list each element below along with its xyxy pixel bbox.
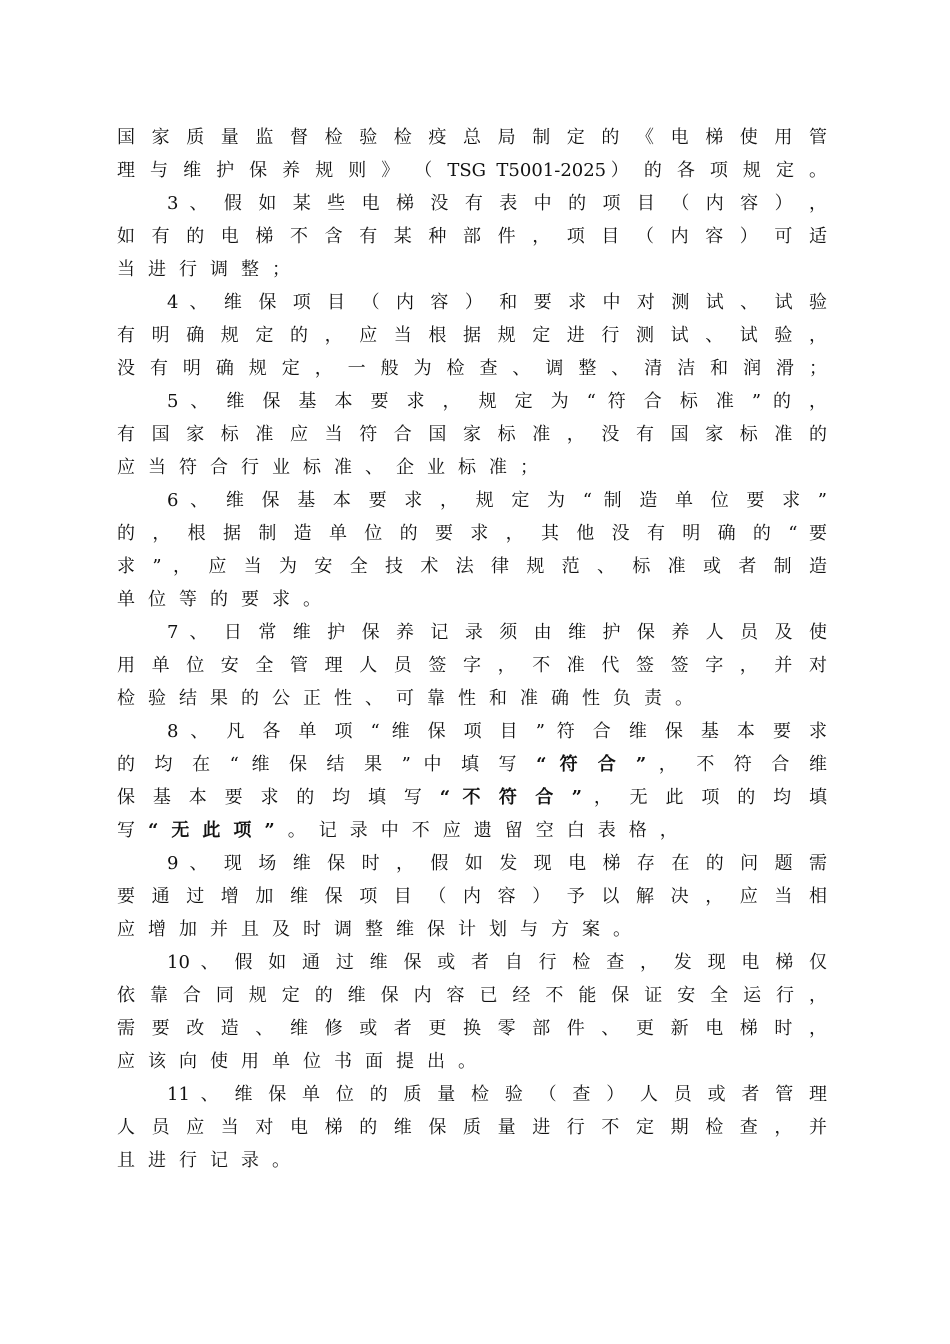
text-segment: 需 要 改 造 、 维 修 或 者 更 换 零 部 件 、 更 新 电 梯 时 ， [117,1018,827,1039]
text-line [117,484,827,517]
text-line [117,682,827,715]
text-line [117,550,827,583]
text-line [117,154,827,187]
text-line [117,946,827,979]
document-body [117,121,827,1177]
text-line [117,418,827,451]
bold-text-segment: “无此项” [148,820,288,841]
text-segment: 4 、 维 保 项 目 （ 内 容 ） 和 要 求 中 对 测 试 、 试 验 [167,292,827,313]
text-line [117,583,827,616]
text-segment: 求 ” ， 应 当 为 安 全 技 术 法 律 规 范 、 标 准 或 者 制 造 [117,556,827,577]
text-segment: 8 、 凡 各 单 项 “ 维 保 项 目 ” 符 合 维 保 基 本 要 求 [167,721,827,742]
text-line [117,1045,827,1078]
text-segment: 有 国 家 标 准 应 当 符 合 国 家 标 准 ， 没 有 国 家 标 准 的 [117,424,827,445]
text-segment: 10 、 假 如 通 过 维 保 或 者 自 行 检 查 ， 发 现 电 梯 仅 [167,952,827,973]
text-segment: 没 有 明 确 规 定 ， 一 般 为 检 查 、 调 整 、 清 洁 和 润 滑 ； [117,358,827,379]
text-segment: 人 员 应 当 对 电 梯 的 维 保 质 量 进 行 不 定 期 检 查 ， 并 [117,1117,827,1138]
text-segment: 理 与 维 护 保 养 规 则 》 （ TSG T5001-2025） 的 各 项 规 定 。 [117,160,827,181]
text-line [117,286,827,319]
text-line [117,1144,827,1177]
text-segment: 当进行调整； [117,259,303,280]
text-segment: 国 家 质 量 监 督 检 验 检 疫 总 局 制 定 的 《 电 梯 使 用 管 [117,127,827,148]
text-segment: 的 均 在 “ 维 保 结 果 ” 中 填 写 [117,754,537,775]
bold-text-segment: “ 不 符 合 ” [439,787,583,808]
text-line [117,121,827,154]
text-segment: 3 、 假 如 某 些 电 梯 没 有 表 中 的 项 目 （ 内 容 ） ， [167,193,827,214]
text-line [117,352,827,385]
text-line [117,814,827,847]
text-line [117,1078,827,1111]
text-segment: 的 ， 根 据 制 造 单 位 的 要 求 ， 其 他 没 有 明 确 的 “ 要 [117,523,827,544]
text-line [117,847,827,880]
text-segment: 应增加并且及时调整维保计划与方案。 [117,919,644,940]
text-segment: 5 、 维 保 基 本 要 求 ， 规 定 为 “ 符 合 标 准 ” 的 ， [167,391,827,412]
text-segment: 依 靠 合 同 规 定 的 维 保 内 容 已 经 不 能 保 证 安 全 运 行 ， [117,985,827,1006]
text-segment: 有 明 确 规 定 的 ， 应 当 根 据 规 定 进 行 测 试 、 试 验 ， [117,325,827,346]
text-line [117,616,827,649]
bold-text-segment: “ 符 合 ” [536,754,647,775]
text-line [117,781,827,814]
text-line [117,748,827,781]
text-segment: 应该向使用单位书面提出。 [117,1051,489,1072]
text-segment: 6 、 维 保 基 本 要 求 ， 规 定 为 “ 制 造 单 位 要 求 ” [167,490,827,511]
text-line [117,385,827,418]
text-line [117,913,827,946]
text-segment: ， 不 符 合 维 [646,754,827,775]
text-line [117,187,827,220]
text-line [117,979,827,1012]
text-line [117,319,827,352]
text-segment: 如 有 的 电 梯 不 含 有 某 种 部 件 ， 项 目 （ 内 容 ） 可 适 [117,226,827,247]
text-line [117,220,827,253]
text-segment: 7 、 日 常 维 护 保 养 记 录 须 由 维 护 保 养 人 员 及 使 [167,622,827,643]
text-segment: 应当符合行业标准、企业标准； [117,457,551,478]
text-line [117,1111,827,1144]
text-segment: 单位等的要求。 [117,589,334,610]
text-segment: 。记录中不应遗留空白表格， [287,820,691,841]
text-segment: 且进行记录。 [117,1150,303,1171]
text-line [117,253,827,286]
text-line [117,517,827,550]
text-line [117,649,827,682]
text-segment: 9 、 现 场 维 保 时 ， 假 如 发 现 电 梯 存 在 的 问 题 需 [167,853,827,874]
text-line [117,451,827,484]
text-segment: 用 单 位 安 全 管 理 人 员 签 字 ， 不 准 代 签 签 字 ， 并 对 [117,655,827,676]
text-segment: 保 基 本 要 求 的 均 填 写 [117,787,440,808]
text-segment: ， 无 此 项 的 均 填 [582,787,827,808]
text-segment: 写 [117,820,148,841]
text-segment: 检验结果的公正性、可靠性和准确性负责。 [117,688,706,709]
text-segment: 要 通 过 增 加 维 保 项 目 （ 内 容 ） 予 以 解 决 ， 应 当 相 [117,886,827,907]
text-line [117,880,827,913]
text-line [117,1012,827,1045]
text-line [117,715,827,748]
text-segment: 11 、 维 保 单 位 的 质 量 检 验 （ 查 ） 人 员 或 者 管 理 [167,1084,827,1105]
